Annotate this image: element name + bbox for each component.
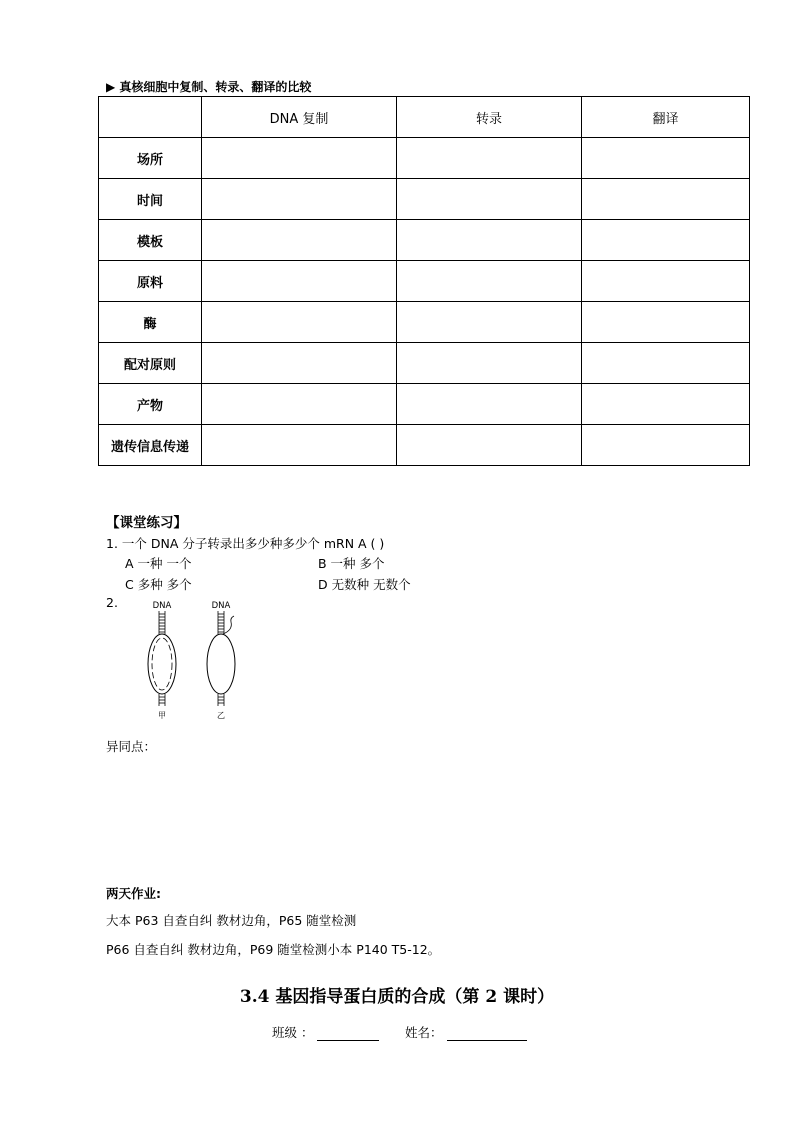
dna-bottom-strand-left bbox=[159, 694, 165, 706]
class-label: 班级 ： bbox=[272, 1025, 314, 1040]
answer-cell[interactable] bbox=[202, 384, 397, 425]
answer-cell[interactable] bbox=[202, 343, 397, 384]
dna-replication-transcription-diagram bbox=[135, 596, 255, 722]
table-row bbox=[99, 302, 750, 343]
answer-cell[interactable] bbox=[202, 179, 397, 220]
answer-cell[interactable] bbox=[397, 179, 582, 220]
replication-bubble-inner bbox=[152, 638, 172, 690]
answer-cell[interactable] bbox=[582, 179, 750, 220]
name-blank[interactable] bbox=[447, 1026, 527, 1041]
row-label: 模板 bbox=[99, 220, 202, 261]
caption-right: 乙 bbox=[217, 711, 225, 720]
table-header-cell bbox=[99, 97, 202, 138]
table-header-cell: 转录 bbox=[397, 97, 582, 138]
class-blank[interactable] bbox=[317, 1026, 379, 1041]
table-row bbox=[99, 179, 750, 220]
row-label: 场所 bbox=[99, 138, 202, 179]
question-2-number: 2. bbox=[106, 595, 118, 610]
answer-cell[interactable] bbox=[202, 261, 397, 302]
q1-option-a: A 一种 一个 bbox=[125, 556, 192, 571]
answer-cell[interactable] bbox=[202, 138, 397, 179]
answer-cell[interactable] bbox=[397, 425, 582, 466]
section-title: ▶ 真核细胞中复制、转录、翻译的比较 bbox=[106, 80, 312, 94]
answer-cell[interactable] bbox=[397, 220, 582, 261]
q1-option-d: D 无数种 无数个 bbox=[318, 577, 411, 592]
table-row bbox=[99, 138, 750, 179]
homework-line-2: P66 自查自纠 教材边角，P69 随堂检测小本 P140 T5-12。 bbox=[106, 942, 441, 957]
table-row bbox=[99, 343, 750, 384]
row-label: 遗传信息传递 bbox=[99, 425, 202, 466]
answer-cell[interactable] bbox=[202, 425, 397, 466]
q1-option-c: C 多种 多个 bbox=[125, 577, 192, 592]
row-label: 原料 bbox=[99, 261, 202, 302]
answer-cell[interactable] bbox=[582, 138, 750, 179]
mrna-strand bbox=[223, 616, 234, 634]
table-header-cell: DNA 复制 bbox=[202, 97, 397, 138]
table-row bbox=[99, 425, 750, 466]
dna-label-right: DNA bbox=[211, 601, 231, 611]
answer-cell[interactable] bbox=[582, 384, 750, 425]
name-label: 姓名： bbox=[405, 1025, 443, 1040]
answer-cell[interactable] bbox=[582, 302, 750, 343]
class-field-row bbox=[272, 1023, 379, 1041]
dna-top-strand-right bbox=[218, 611, 224, 634]
caption-left: 甲 bbox=[158, 711, 166, 720]
comparison-table bbox=[98, 96, 750, 466]
table-row bbox=[99, 384, 750, 425]
answer-cell[interactable] bbox=[397, 261, 582, 302]
table-header-row bbox=[99, 97, 750, 138]
table-row bbox=[99, 261, 750, 302]
lesson-title: 3.4 基因指导蛋白质的合成（第 2 课时） bbox=[239, 987, 555, 1007]
table-row bbox=[99, 220, 750, 261]
similarities-differences-label: 异同点： bbox=[106, 739, 157, 754]
q1-option-b: B 一种 多个 bbox=[318, 556, 385, 571]
answer-cell[interactable] bbox=[582, 261, 750, 302]
dna-bottom-strand-right bbox=[218, 694, 224, 706]
answer-cell[interactable] bbox=[397, 343, 582, 384]
answer-cell[interactable] bbox=[582, 425, 750, 466]
name-field-row bbox=[405, 1023, 527, 1041]
exercise-title: 【课堂练习】 bbox=[106, 515, 187, 531]
transcription-bubble bbox=[207, 634, 235, 694]
answer-cell[interactable] bbox=[202, 302, 397, 343]
dna-label-left: DNA bbox=[152, 601, 172, 611]
row-label: 酶 bbox=[99, 302, 202, 343]
row-label: 配对原则 bbox=[99, 343, 202, 384]
answer-cell[interactable] bbox=[582, 220, 750, 261]
answer-cell[interactable] bbox=[202, 220, 397, 261]
answer-cell[interactable] bbox=[397, 302, 582, 343]
homework-line-1: 大本 P63 自查自纠 教材边角，P65 随堂检测 bbox=[106, 913, 357, 928]
dna-top-strand-left bbox=[159, 611, 165, 634]
homework-title: 两天作业: bbox=[106, 886, 161, 901]
table-header-cell: 翻译 bbox=[582, 97, 750, 138]
row-label: 产物 bbox=[99, 384, 202, 425]
row-label: 时间 bbox=[99, 179, 202, 220]
answer-cell[interactable] bbox=[397, 138, 582, 179]
answer-cell[interactable] bbox=[582, 343, 750, 384]
answer-cell[interactable] bbox=[397, 384, 582, 425]
question-1-stem: 1. 一个 DNA 分子转录出多少种多少个 mRN A ( ) bbox=[106, 536, 385, 551]
